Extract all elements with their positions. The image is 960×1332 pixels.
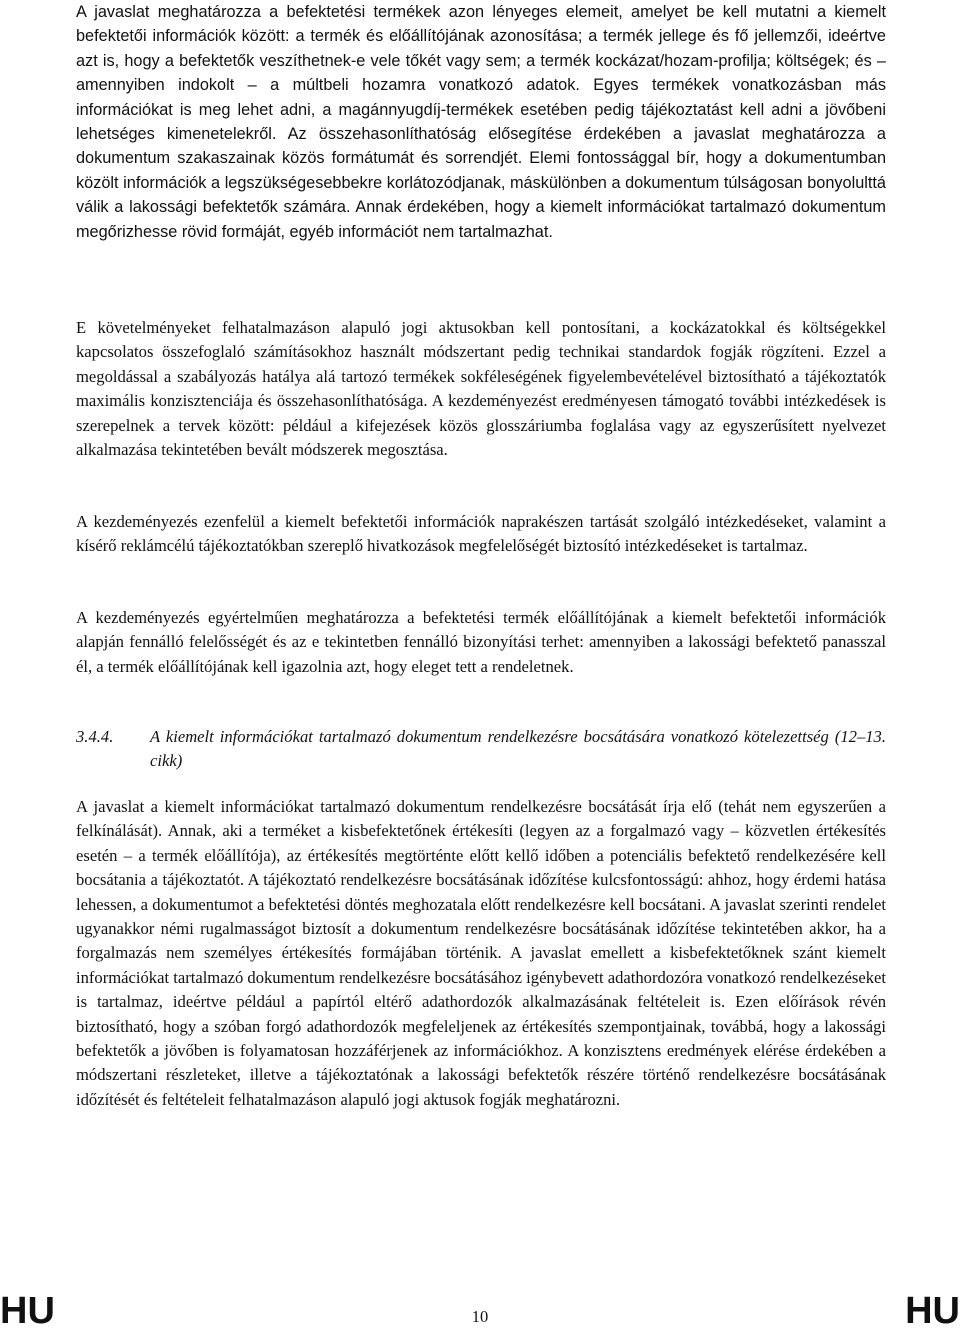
paragraph-up-to-date-measures: A kezdeményezés ezenfelül a kiemelt befektetői információk naprakészen tartását szolgáló intézkedéseket, valamint a kísérő reklámcélú tájékoztatókban szereplő hivatkozások megfelelőségét biztosító intézkedéseket is tartalmaz. — [76, 512, 886, 556]
section-heading — [76, 725, 886, 774]
page-number: 10 — [471, 1307, 489, 1326]
paragraph-key-elements: A javaslat meghatározza a befektetési termékek azon lényeges elemeit, amelyet be kell mutatni a kiemelt befektetői információk között: a termék és előállítójának azonosítása; a termék jellege és fő jellemzői, ideértve azt is, hogy a befektetők veszíthetnek-e vele tőkét vagy sem; a termék kockázat/hozam-profilja; költségek; és – amennyiben indokolt – a múltbeli hozamra vonatkozó adatok. Egyes termékek vonatkozásban más információkat is meg lehet adni, a magánnyugdíj-termékek esetében pedig tájékoztatást kell adni a jövőbeni lehetséges kimenetelekről. Az összehasonlíthatóság elősegítése érdekében a javaslat meghatározza a dokumentum szakaszainak közös formátumát és sorrendjét. Elemi fontossággal bír, hogy a dokumentumban közölt információk a legszükségesebbekre korlátozódjanak, máskülönben a dokumentum túlságosan bonyolulttá válik a lakossági befektetők számára. Annak érdekében, hogy a kiemelt információkat tartalmazó dokumentum megőrizhesse rövid formáját, egyéb információt nem tartalmazhat. — [76, 3, 886, 241]
footer-language-right: HU — [905, 1290, 960, 1332]
section-number: 3.4.4. — [76, 727, 114, 746]
paragraph-delegated-acts: E követelményeket felhatalmazáson alapuló jogi aktusokban kell pontosítani, a kockázatokkal és költségekkel kapcsolatos összefoglaló számításokhoz használt módszertant pedig technikai standardok fogják rögzíteni. Ezzel a megoldással a szabályozás hatálya alá tartozó termékek sokféleségének figyelembevételével biztosítható a tájékoztatók maximális konzisztenciája és összehasonlíthatósága. A kezdeményezést eredményesen támogató további intézkedések is szerepelnek a tervek között: például a kifejezések közös glosszáriumba foglalása vagy az egyszerűsített nyelvezet alkalmazása tekintetében bevált módszerek megosztása. — [76, 318, 886, 460]
section-title: A kiemelt információkat tartalmazó dokumentum rendelkezésre bocsátására vonatkozó kötelezettség (12–13. cikk) — [150, 727, 886, 771]
footer-language-left: HU — [0, 1290, 55, 1332]
paragraph-liability: A kezdeményezés egyértelműen meghatározza a befektetési termék előállítójának a kiemelt befektetői információk alapján fennálló felelősségét és az e tekintetben fennálló bizonyítási terhet: amennyiben a lakossági befektető panasszal él, a termék előállítójának kell igazolnia azt, hogy eleget tett a rendeletnek. — [76, 608, 886, 676]
paragraph-provision-obligation: A javaslat a kiemelt információkat tartalmazó dokumentum rendelkezésre bocsátását írja elő (tehát nem egyszerűen a felkínálását). Annak, aki a terméket a kisbefektetőnek értékesíti (legyen az a forgalmazó vagy – közvetlen értékesítés esetén – a termék előállítója), az értékesítés megtörténte előtt kellő időben a potenciális befektető rendelkezésére kell bocsátania a tájékoztatót. A tájékoztató rendelkezésre bocsátásának időzítése kulcsfontosságú: ahhoz, hogy érdemi hatása lehessen, a dokumentumot a befektetési döntés meghozatala előtt rendelkezésre kell bocsátani. A javaslat szerinti rendelet ugyanakkor némi rugalmasságot biztosít a dokumentum rendelkezésre bocsátásának időzítése tekintetében akkor, ha a forgalmazás nem személyes értékesítés formájában történik. A javaslat emellett a kisbefektetőknek szánt kiemelt információkat tartalmazó dokumentum rendelkezésre bocsátásához igénybevett adathordozóra vonatkozó rendelkezéseket is tartalmaz, ideértve például a papírtól eltérő adathordozók alkalmazásának feltételeit is. Ezen előírások révén biztosítható, hogy a szóban forgó adathordozók megfeleljenek az értékesítés szempontjainak, továbbá, hogy a lakossági befektetők a jövőben is folyamatosan hozzáférjenek az információkhoz. A konzisztens eredmények elérése érdekében a módszertani részleteket, illetve a tájékoztatónak a lakossági befektetők részére történő rendelkezésre bocsátásának időzítését és feltételeit felhatalmazáson alapuló jogi aktusok fogják meghatározni. — [76, 797, 886, 1109]
